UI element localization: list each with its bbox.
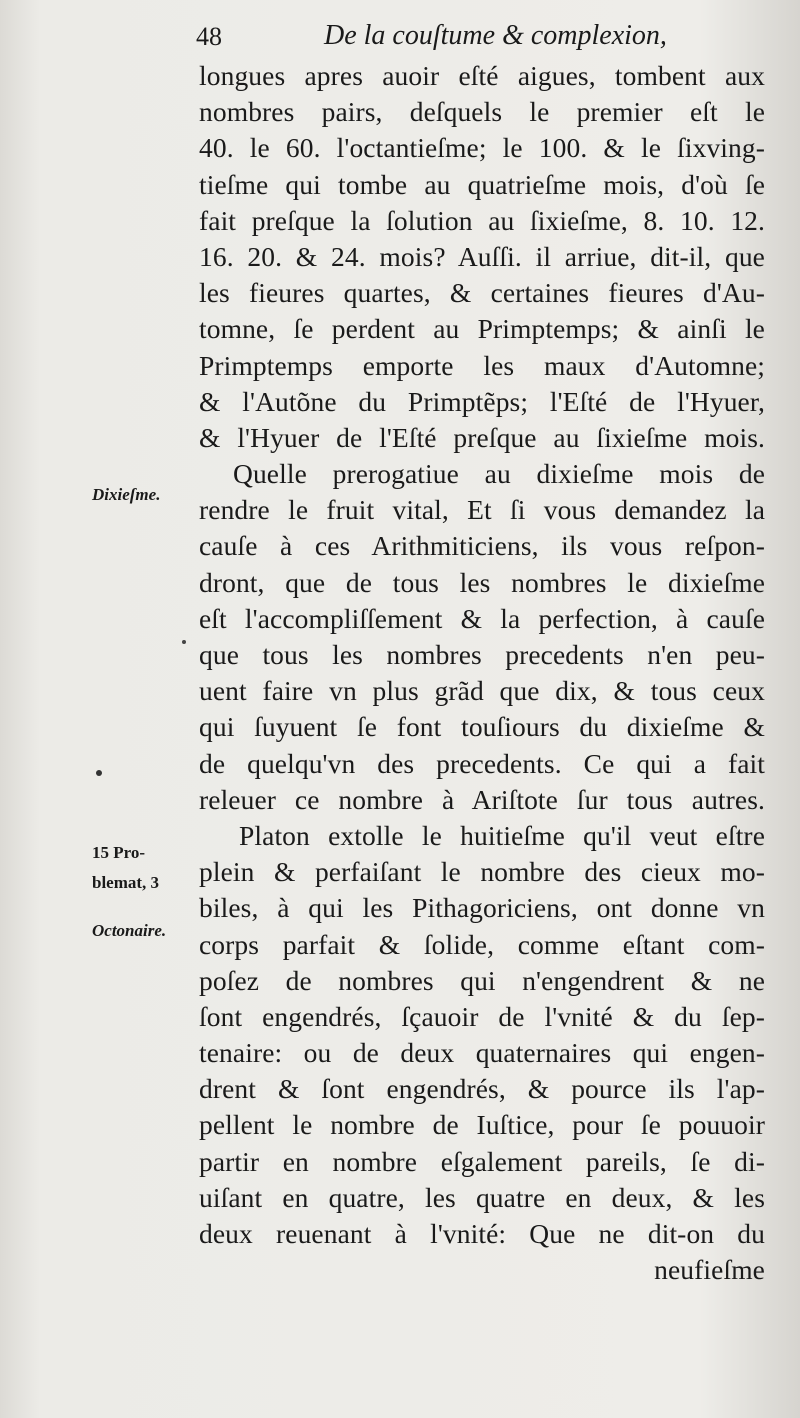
margin-note-octonaire: Octonaire.: [92, 921, 167, 940]
text-line: qui ſuyuent ſe font touſiours du dixieſme &: [199, 711, 765, 743]
margin-note-dixiesme: Dixieſme.: [92, 485, 161, 504]
text-line: ſont engendrés, ſçauoir de l'vnité & du ſep-: [199, 1000, 765, 1032]
text-line: uent faire vn plus grãd que dix, & tous ceux: [199, 675, 765, 707]
margin-dot: [96, 770, 102, 776]
text-line: Quelle prerogatiue au dixieſme mois de: [233, 458, 765, 490]
text-line: rendre le fruit vital, Et ſi vous demandez la: [199, 494, 765, 526]
text-line: partir en nombre eſgalement pareils, ſe di-: [199, 1145, 765, 1177]
text-body: [199, 58, 765, 1288]
text-line: Primptemps emporte les maux d'Automne;: [199, 349, 765, 381]
text-line: de quelqu'vn des precedents. Ce qui a fait: [199, 747, 765, 779]
text-line: tieſme qui tombe au quatrieſme mois, d'où ſe: [199, 168, 765, 200]
page-number: 48: [196, 22, 222, 51]
catchword: neufieſme: [654, 1254, 765, 1286]
text-line: corps parfait & ſolide, comme eſtant com-: [199, 928, 765, 960]
running-title: De la couſtume & complexion,: [324, 20, 667, 51]
text-line: 40. le 60. l'octantieſme; le 100. & le ſixving-: [199, 132, 765, 164]
text-line: biles, à qui les Pithagoriciens, ont donne vn: [199, 892, 765, 924]
margin-tick: [182, 640, 186, 644]
text-line: dront, que de tous les nombres le dixieſme: [199, 566, 765, 598]
text-line: releuer ce nombre à Ariſtote ſur tous autres.: [199, 783, 765, 815]
margin-note-problemat-line2: blemat, 3: [92, 873, 160, 892]
text-line: & l'Hyuer de l'Eſté preſque au ſixieſme mois.: [199, 421, 765, 453]
text-line: nombres pairs, deſquels le premier eſt le: [199, 96, 765, 128]
text-line: cauſe à ces Arithmiticiens, ils vous reſpon-: [199, 530, 765, 562]
text-line: les fieures quartes, & certaines fieures d'Au-: [199, 277, 765, 309]
text-line: pellent le nombre de Iuſtice, pour ſe pouuoir: [199, 1109, 765, 1141]
text-line: plein & perfaiſant le nombre des cieux mo-: [199, 856, 765, 888]
text-line: 16. 20. & 24. mois? Auſſi. il arriue, dit-il, que: [199, 240, 765, 272]
text-line: tenaire: ou de deux quaternaires qui engen-: [199, 1037, 765, 1069]
text-line: poſez de nombres qui n'engendrent & ne: [199, 964, 765, 996]
text-line: drent & ſont engendrés, & pource ils l'ap-: [199, 1073, 765, 1105]
text-line: fait preſque la ſolution au ſixieſme, 8. 10. 12.: [199, 204, 765, 236]
page-header: [196, 18, 696, 58]
text-line: longues apres auoir eſté aigues, tombent aux: [199, 60, 765, 91]
text-line: Platon extolle le huitieſme qu'il veut eſtre: [239, 819, 765, 851]
text-line: uiſant en quatre, les quatre en deux, & les: [199, 1181, 765, 1213]
text-line: & l'Autõne du Primptẽps; l'Eſté de l'Hyuer,: [199, 385, 765, 417]
text-line: deux reuenant à l'vnité: Que ne dit-on du: [199, 1218, 765, 1249]
text-line: tomne, ſe perdent au Primptemps; & ainſi le: [199, 313, 765, 345]
margin-note-problemat-line1: 15 Pro-: [92, 843, 146, 862]
text-line: eſt l'accompliſſement & la perfection, à cauſe: [199, 602, 765, 634]
text-line: que tous les nombres precedents n'en peu-: [199, 639, 765, 670]
